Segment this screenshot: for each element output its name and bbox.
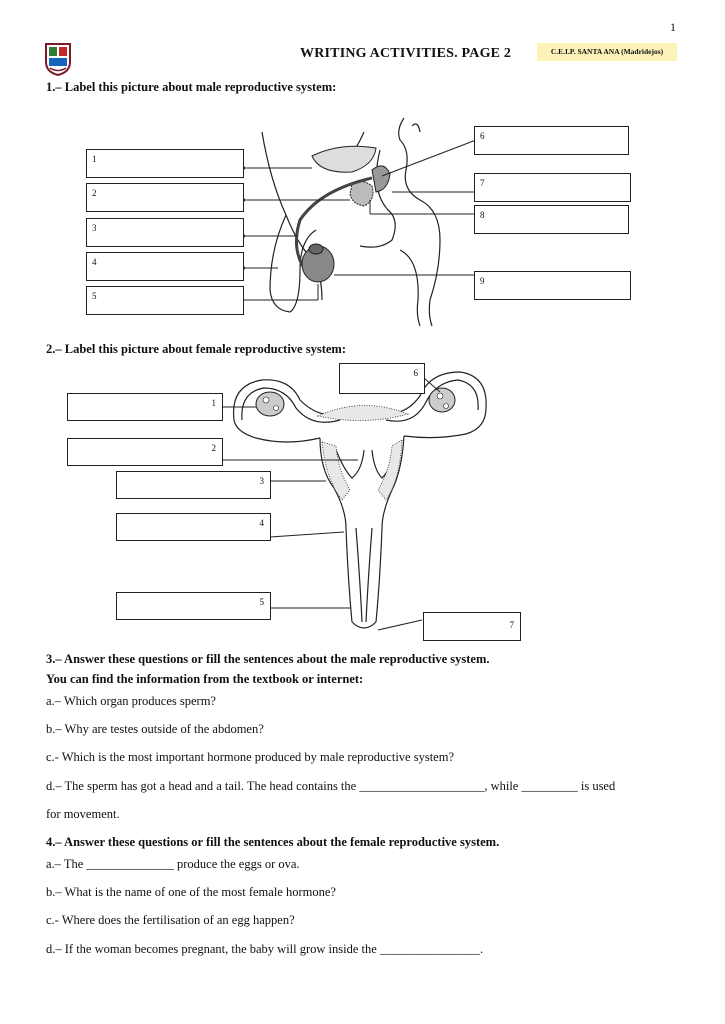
box-number: 6	[480, 131, 485, 141]
male-label-box-2[interactable]	[86, 183, 244, 212]
page-title: WRITING ACTIVITIES. PAGE 2	[300, 46, 512, 61]
male-label-box-6[interactable]	[474, 126, 629, 155]
section4-heading: 4.– Answer these questions or fill the sentences about the female reproductive system.	[46, 835, 500, 849]
box-number: 7	[509, 620, 514, 630]
male-label-box-8[interactable]	[474, 205, 629, 234]
question-3c: c.- Which is the most important hormone produced by male reproductive system?	[46, 750, 454, 764]
question-3d-continued: for movement.	[46, 807, 120, 821]
question-4b: b.– What is the name of one of the most female hormone?	[46, 885, 336, 899]
section1-heading: 1.– Label this picture about male reproductive system:	[46, 80, 337, 94]
male-label-box-4[interactable]	[86, 252, 244, 281]
section3-subheading: You can find the information from the textbook or internet:	[46, 672, 364, 686]
male-label-box-5[interactable]	[86, 286, 244, 315]
box-number: 7	[480, 178, 485, 188]
school-badge: C.E.I.P. SANTA ANA (Madridejos)	[537, 43, 677, 61]
section3-heading: 3.– Answer these questions or fill the sentences about the male reproductive system.	[46, 652, 490, 666]
box-number: 3	[259, 476, 264, 486]
box-number: 3	[92, 223, 97, 233]
box-number: 1	[92, 154, 97, 164]
question-4a: a.– The ______________ produce the eggs or ova.	[46, 857, 300, 871]
female-label-box-3[interactable]	[116, 471, 271, 499]
question-4c: c.- Where does the fertilisation of an egg happen?	[46, 913, 295, 927]
male-label-box-3[interactable]	[86, 218, 244, 247]
male-label-box-1[interactable]	[86, 149, 244, 178]
female-label-box-7[interactable]	[423, 612, 521, 641]
female-label-box-4[interactable]	[116, 513, 271, 541]
box-number: 8	[480, 210, 485, 220]
box-number: 9	[480, 276, 485, 286]
female-label-box-1[interactable]	[67, 393, 223, 421]
question-3a: a.– Which organ produces sperm?	[46, 694, 216, 708]
question-4d: d.– If the woman becomes pregnant, the baby will grow inside the ________________.	[46, 942, 484, 956]
female-label-box-6[interactable]	[339, 363, 425, 394]
male-label-box-7[interactable]	[474, 173, 631, 202]
box-number: 6	[413, 368, 418, 378]
box-number: 1	[211, 398, 216, 408]
box-number: 5	[92, 291, 97, 301]
page-number: 1	[670, 20, 676, 34]
male-label-box-9[interactable]	[474, 271, 631, 300]
question-3d: d.– The sperm has got a head and a tail. The head contains the ____________________, while _________ is used	[46, 779, 616, 793]
box-number: 2	[92, 188, 97, 198]
question-3b: b.– Why are testes outside of the abdomen?	[46, 722, 264, 736]
box-number: 2	[211, 443, 216, 453]
female-label-box-2[interactable]	[67, 438, 223, 466]
box-number: 4	[259, 518, 264, 528]
female-label-box-5[interactable]	[116, 592, 271, 620]
box-number: 5	[259, 597, 264, 607]
box-number: 4	[92, 257, 97, 267]
section2-heading: 2.– Label this picture about female reproductive system:	[46, 342, 346, 356]
